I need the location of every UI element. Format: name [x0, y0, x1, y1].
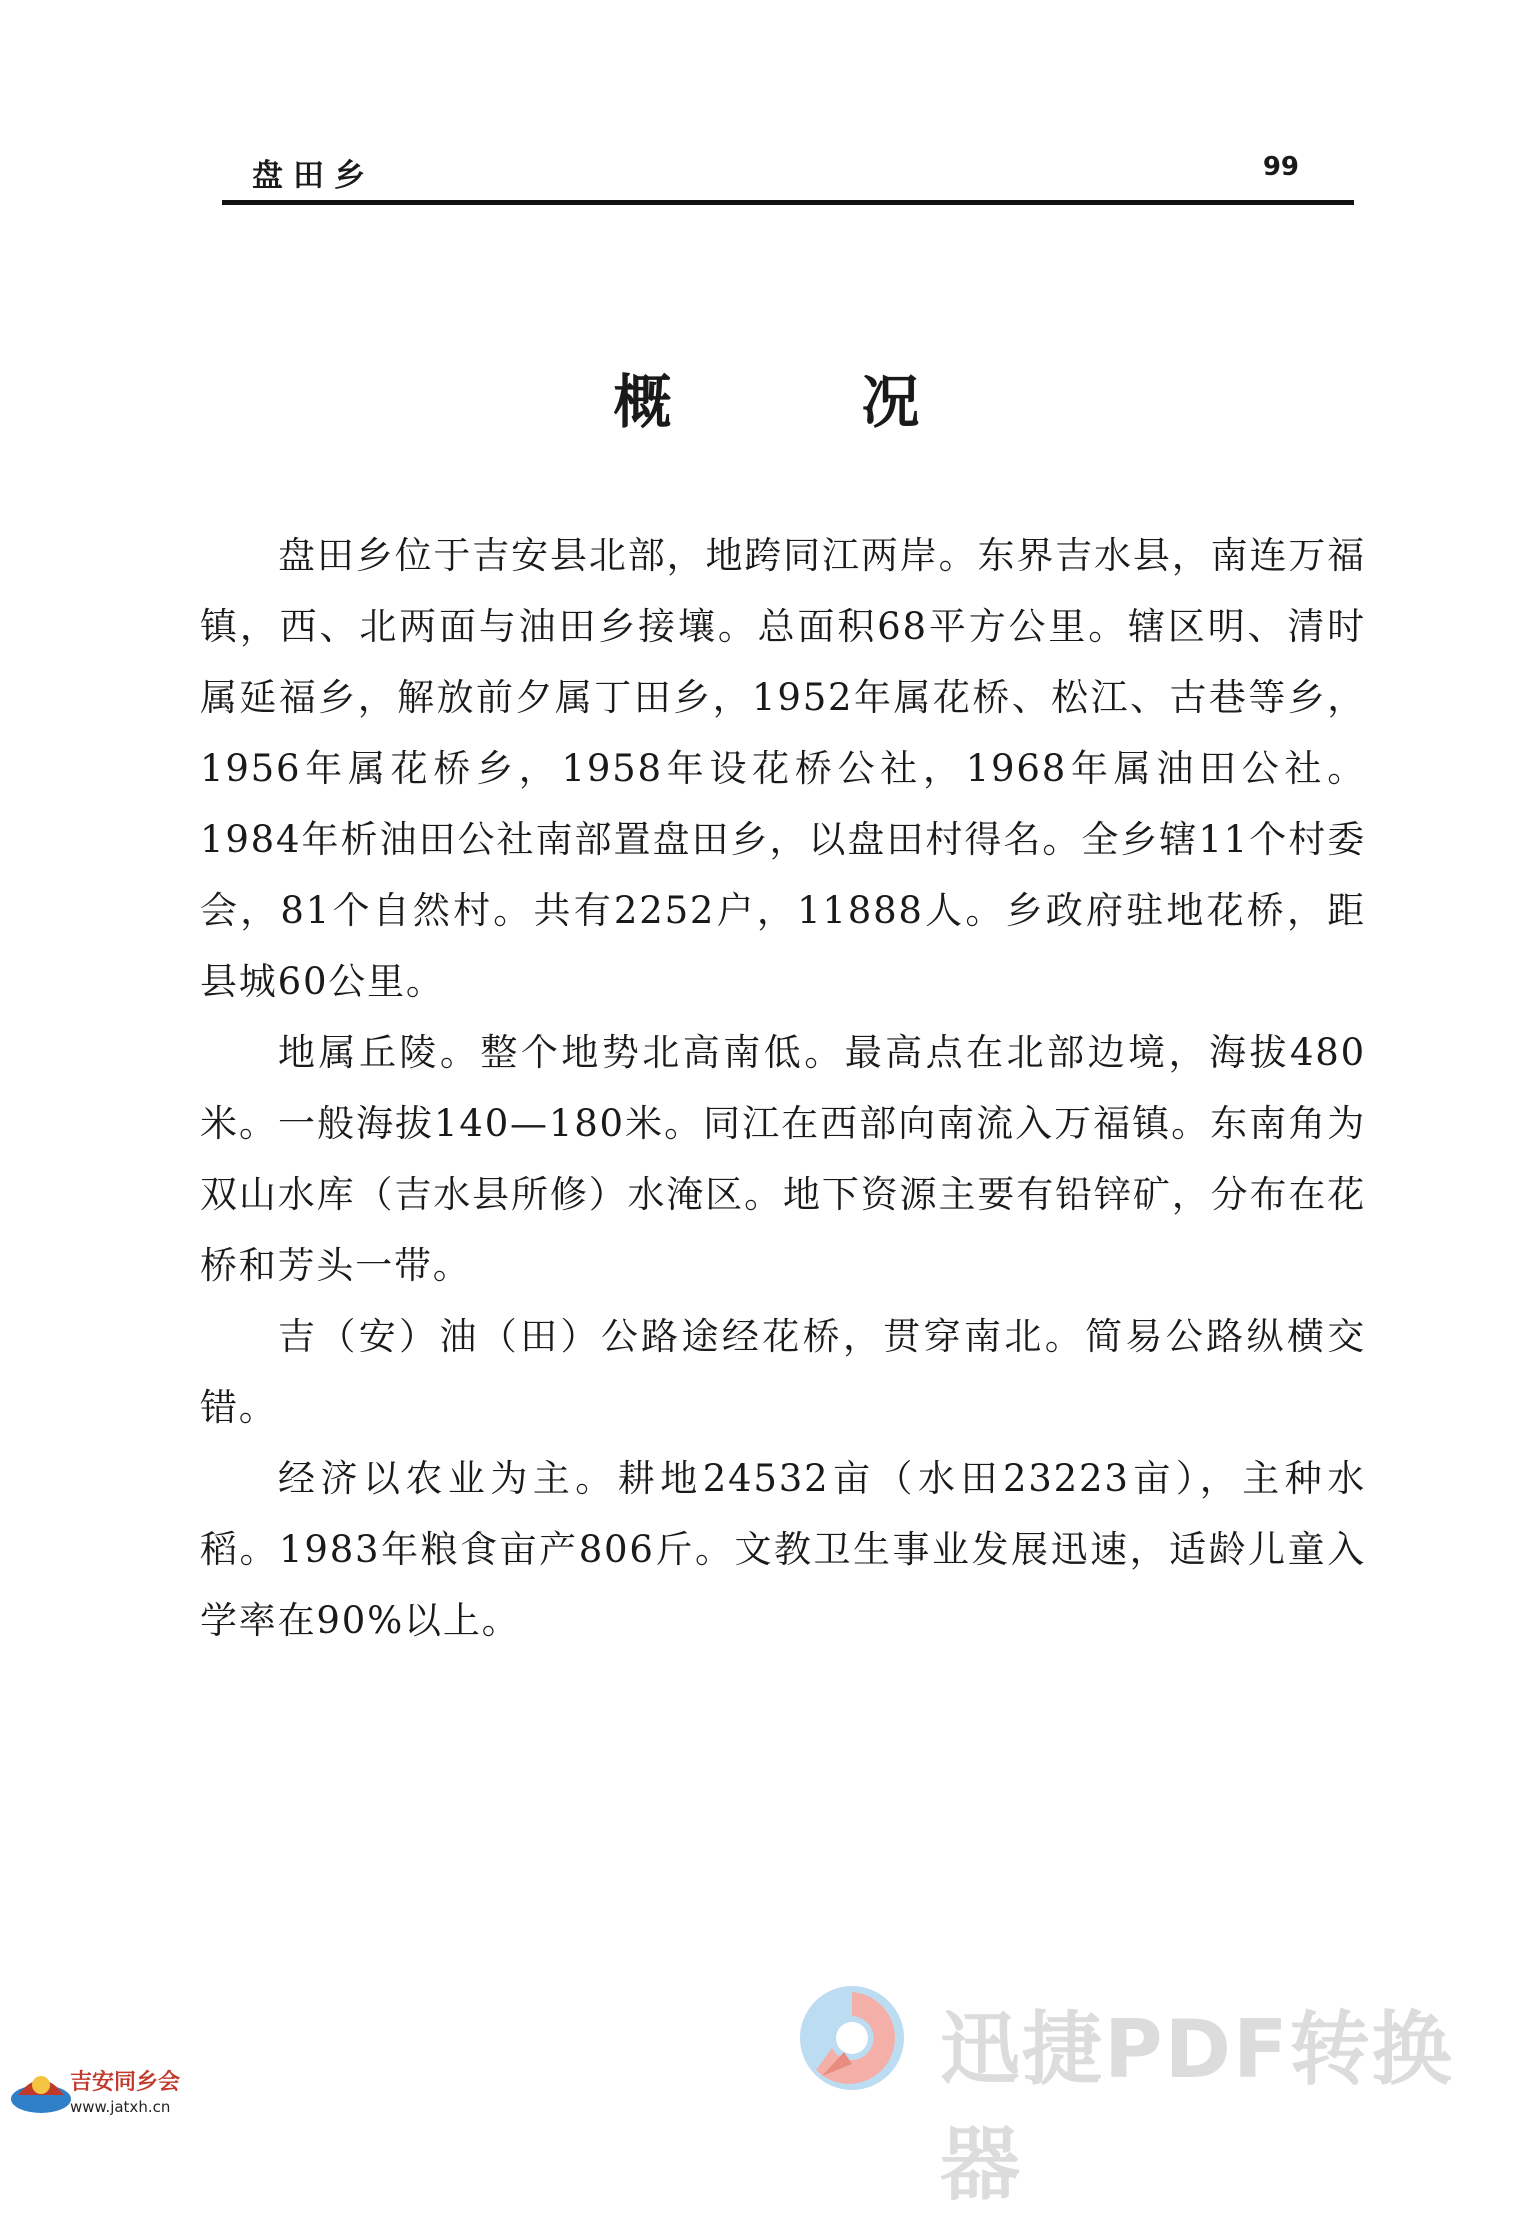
paragraph-terrain: 地属丘陵。整个地势北高南低。最高点在北部边境，海拔480米。一般海拔140—180米。同江在西部向南流入万福镇。东南角为双山水库（吉水县所修）水淹区。地下资源主要有铅锌矿，分布在花桥和芳头一带。 [200, 1031, 1366, 1287]
site-logo-icon [6, 2055, 76, 2119]
paragraph-roads: 吉（安）油（田）公路途经花桥，贯穿南北。简易公路纵横交错。 [200, 1315, 1366, 1429]
section-title: 概况 [613, 368, 1110, 436]
body-text [200, 520, 1366, 1656]
site-url: www.jatxh.cn [70, 2098, 171, 2116]
paragraph-economy: 经济以农业为主。耕地24532亩（水田23223亩），主种水稻。1983年粮食亩产806斤。文教卫生事业发展迅速，适龄儿童入学率在90%以上。 [200, 1457, 1366, 1642]
page-number: 99 [1262, 152, 1299, 182]
header-rule [222, 200, 1354, 205]
running-title: 盘田乡 [252, 158, 375, 194]
site-name: 吉安同乡会 [70, 2069, 181, 2095]
running-head [222, 150, 1354, 194]
paragraph-overview: 盘田乡位于吉安县北部，地跨同江两岸。东界吉水县，南连万福镇，西、北两面与油田乡接壤。总面积68平方公里。辖区明、清时属延福乡，解放前夕属丁田乡，1952年属花桥、松江、古巷等乡，1956年属花桥乡，1958年设花桥公社，1968年属油田公社。1984年析油田公社南部置盘田乡，以盘田村得名。全乡辖11个村委会，81个自然村。共有2252户，11888人。乡政府驻地花桥，距县城60公里。 [200, 534, 1366, 1003]
watermark-logo-icon [792, 1978, 912, 2098]
watermark-text: 迅捷PDF转换器 [940, 2003, 1454, 2211]
